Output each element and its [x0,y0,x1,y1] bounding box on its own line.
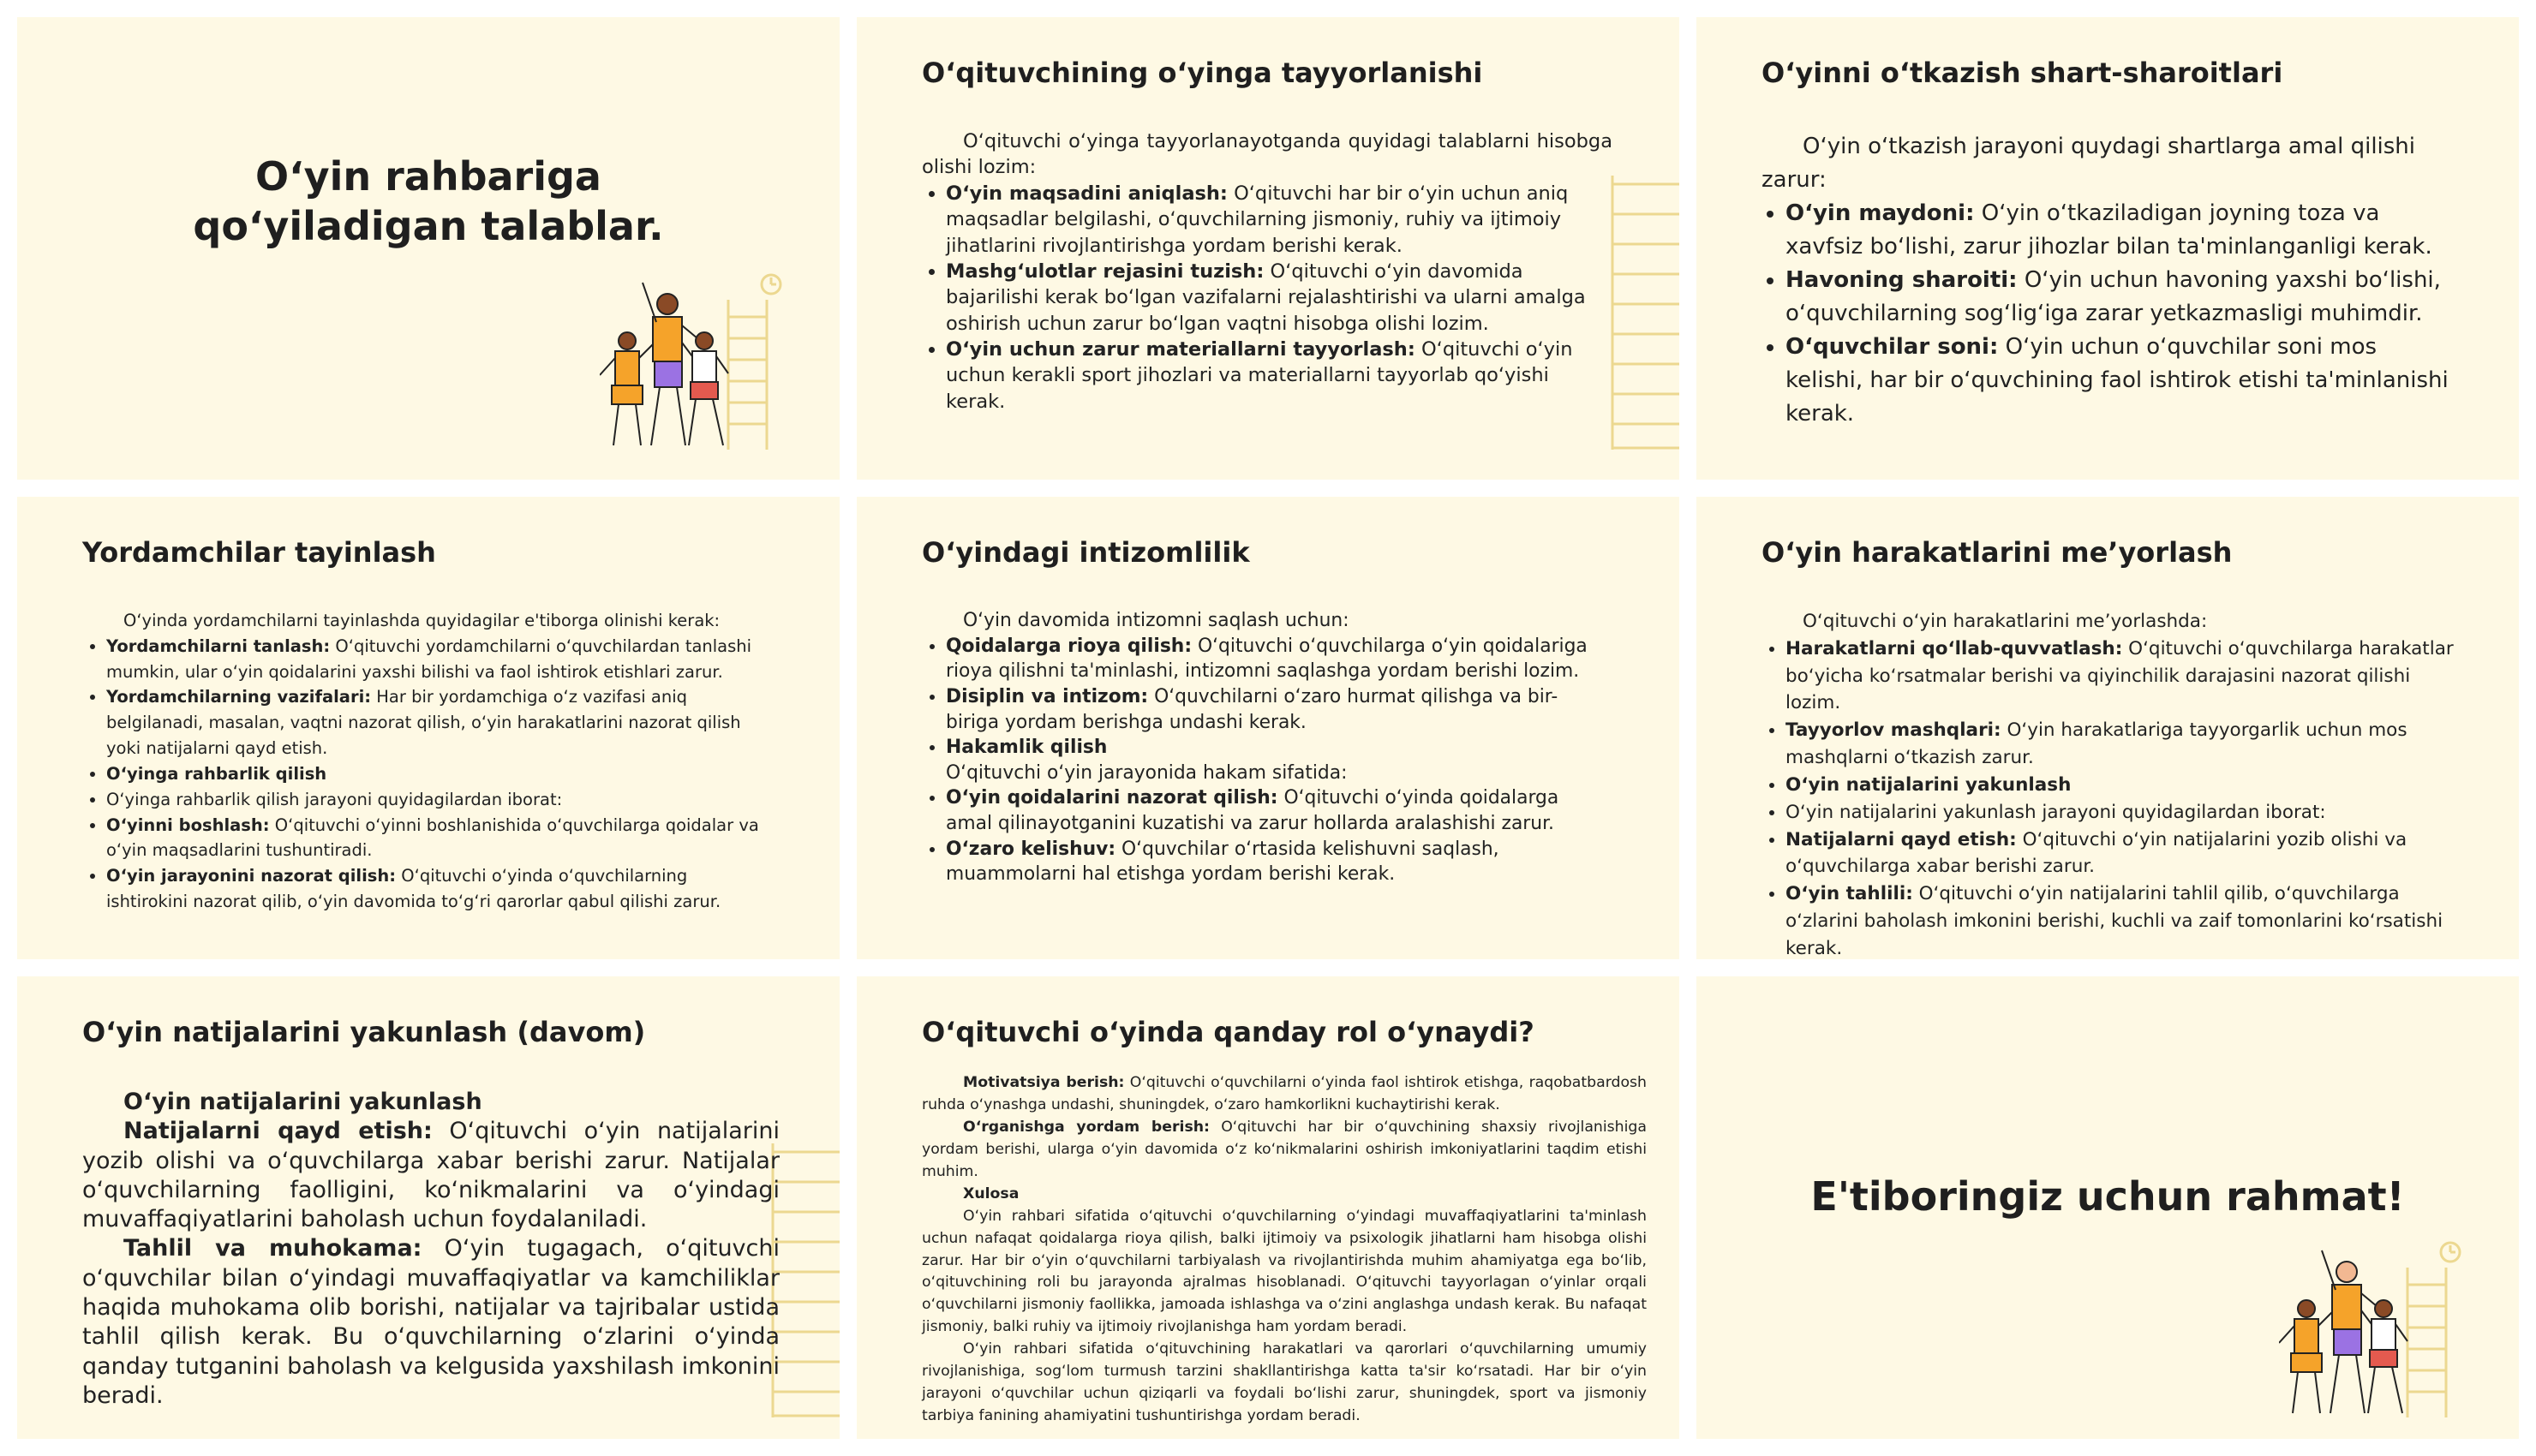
slide-title [17,17,840,480]
paragraph: Motivatsiya berish: O‘qituvchi o‘quvchilarni o‘yinda faol ishtirok etishga, raqobatbardosh ruhda o‘ynashga undashi, shuningdek, o‘zaro hamkorlikni kuchaytirishi kerak. [922,1074,1648,1113]
ladder-decoration [1611,176,1679,453]
slide-assistants [17,497,840,959]
list-item: • O‘zaro kelishuv: O‘quvchilar o‘rtasida kelishuvni saqlash, muammolarni hal etishga yordam berishi kerak. [946,837,1602,887]
exercising-people-illustration [600,266,805,457]
list-item: • O‘yin tahlili: O‘qituvchi o‘yin natijalarini tahlil qilib, o‘quvchilarga o‘zlarini baholash imkonini berishi, kuchli va zaif tomonlarini ko‘rsatishi kerak. [1785,880,2459,959]
slide-teacher-role [857,976,1679,1439]
slide-results [17,976,840,1439]
slide-heading: O‘yin natijalarini yakunlash (davom) [82,1016,646,1048]
paragraph: Tahlil va muhokama: O‘yin tugagach, o‘qituvchi o‘quvchilar bilan o‘yindagi muvaffaqiyatlar va kamchiliklar haqida muhokama olib borishi, natijalar va tajribalar ustida tahlil qilish kerak. Bu o‘quvchilarning o‘zlarini o‘yinda qanday tutganini baholash va kelgusida yaxshilash imkonini beradi. [82,1235,780,1409]
intro-text: O‘yinda yordamchilarni tayinlashda quyidagilar e'tiborga olinishi kerak: [123,611,721,630]
slide-title-heading: O‘yin rahbariga qo‘yiladigan talablar. [193,153,664,249]
list-item: • O‘yinga rahbarlik qilish [106,761,763,787]
list-item: • O‘yin maydoni: O‘yin o‘tkaziladigan joyning toza va xavfsiz bo‘lishi, zarur jihozlar bilan ta'minlanganligi kerak. [1785,197,2459,264]
slide-body [82,608,763,915]
slide-discipline [857,497,1679,959]
list-item: • O‘yin uchun zarur materiallarni tayyorlash: O‘qituvchi o‘yin uchun kerakli sport jihozlari va materiallarni tayyorlab qo‘yishi kerak. [946,337,1612,415]
exercising-people-illustration [2279,1233,2485,1425]
slide-heading: O‘qituvchining o‘yinga tayyorlanishi [922,57,1483,89]
list-item: • O‘yin natijalarini yakunlash jarayoni quyidagilardan iborat: [1785,799,2459,826]
list-item: • Yordamchilarni tanlash: O‘qituvchi yordamchilarni o‘quvchilardan tanlashi mumkin, ular o‘yin qoidalarini yaxshi bilishi va faol ishtirok etishlari zarur. [106,634,763,685]
slide-heading: O‘qituvchi o‘yinda qanday rol o‘ynaydi? [922,1016,1534,1048]
slide-heading: O‘yindagi intizomlilik [922,536,1250,569]
list-item: • Disiplin va intizom: O‘quvchilarni o‘zaro hurmat qilishga va bir-biriga yordam berishga undashi kerak. [946,684,1602,735]
paragraph: O‘rganishga yordam berish: O‘qituvchi har bir o‘quvchining shaxsiy rivojlanishiga yordam berishi, ularga o‘yin davomida o‘z ko‘nikmalarini oshirish imkoniyatlarini taqdim etishi muhim. [922,1118,1647,1180]
paragraph: Xulosa [963,1184,1020,1202]
slide-body [922,608,1602,887]
slide-body [922,128,1612,415]
thanks-heading: E'tiboringiz uchun rahmat! [1810,1173,2405,1220]
slide-heading: Yordamchilar tayinlash [82,536,436,569]
slide-heading: O‘yinni o‘tkazish shart-sharoitlari [1761,57,2283,89]
intro-text: O‘qituvchi o‘yin harakatlarini me’yorlashda: [1803,611,2208,632]
slide-heading: O‘yin harakatlarini me’yorlash [1761,536,2233,569]
subheading: O‘yin natijalarini yakunlash [123,1089,482,1115]
list-item: • Tayyorlov mashqlari: O‘yin harakatlariga tayyorgarlik uchun mos mashqlarni o‘tkazish zarur. [1785,717,2459,772]
paragraph: O‘yin rahbari sifatida o‘qituvchining harakatlari va qarorlari o‘quvchilarning umumiy rivojlanishiga, sog‘lom turmush tarzini shakllantirishga katta ta'sir ko‘rsatadi. Har bir o‘yin jarayoni o‘quvchilar uchun qiziqarli va foydali bo‘lishi zarur, shuningdek, sport va jismoniy tarbiya fanining ahamiyatini tushuntirishga yordam beradi. [922,1340,1647,1425]
slide-body [1761,130,2459,431]
list-item: O‘qituvchi o‘yin jarayonida hakam sifatida: [946,761,1348,784]
slide-conditions [1696,17,2519,480]
list-item: • Qoidalarga rioya qilish: O‘qituvchi o‘quvchilarga o‘yin qoidalariga rioya qilishni ta'minlashi, intizomni saqlashga yordam berishi lozim. [946,634,1602,684]
list-item: • O‘yinga rahbarlik qilish jarayoni quyidagilardan iborat: [106,787,763,813]
list-item: • Harakatlarni qo‘llab-quvvatlash: O‘qituvchi o‘quvchilarga harakatlar bo‘yicha ko‘rsatmalar berishi va qiyinchilik darajasini nazorat qilishi lozim. [1785,636,2459,717]
list-item: • O‘yin maqsadini aniqlash: O‘qituvchi har bir o‘yin uchun aniq maqsadlar belgilashi, o‘quvchilarning jismoniy, ruhiy va ijtimoiy jihatlarini rivojlantirishga yordam berishi kerak. [946,181,1612,259]
paragraph: Natijalarni qayd etish: O‘qituvchi o‘yin natijalarini yozib olishi va o‘quvchilarga xabar berishi zarur. Natijalar o‘quvchilarning faolligini, ko‘nikmalarini va o‘yindagi muvaffaqiyatlarini baholash uchun foydalaniladi. [82,1118,780,1233]
list-item: • O‘yin qoidalarini nazorat qilish: O‘qituvchi o‘yinda qoidalarga amal qilinayotganini kuzatishi va zarur hollarda aralashishi zarur. [946,785,1602,836]
slide-dosing [1696,497,2519,959]
ladder-decoration [771,1143,840,1421]
list-item: • Mashg‘ulotlar rejasini tuzish: O‘qituvchi o‘yin davomida bajarilishi kerak bo‘lgan vazifalarni rejalashtirishi va ularni amalga oshirish uchun zarur bo‘lgan vaqtni hisobga olishi lozim. [946,259,1612,337]
list-item: • O‘yin natijalarini yakunlash [1785,772,2459,799]
intro-text: O‘qituvchi o‘yinga tayyorlanayotganda quyidagi talablarni hisobga olishi lozim: [922,130,1612,179]
list-item: • O‘yin jarayonini nazorat qilish: O‘qituvchi o‘yinda o‘quvchilarning ishtirokini nazorat qilib, o‘yin davomida to‘g‘ri qarorlar qabul qilishi zarur. [106,863,763,915]
list-item: • Hakamlik qilish [946,735,1602,761]
intro-text: O‘yin o‘tkazish jarayoni quydagi shartlarga amal qilishi zarur: [1761,134,2416,193]
slide-body [1761,608,2459,959]
paragraph: O‘yin rahbari sifatida o‘qituvchi o‘quvchilarning o‘yindagi muvaffaqiyatlarini ta'minlash uchun nafaqat qoidalarga rioya qilish, balki ijtimoiy va psixologik jihatlarni ham hisobga olishi zarur. Har bir o‘yin o‘quvchilarni tarbiyalash va rivojlantirishda muhim ahamiyatga ega bo‘lib, o‘qituvchining roli bu jarayonda ajralmas hisoblanadi. O‘qituvchi tayyorlagan o‘yinlar orqali o‘quvchilarni jismoniy faollikka, jamoada ishlashga va o‘zini anglashga undash kerak. Bu nafaqat jismoniy, balki ruhiy va ijtimoiy rivojlanishga ham yordam beradi. [922,1207,1647,1336]
list-item: • O‘yinni boshlash: O‘qituvchi o‘yinni boshlanishida o‘quvchilarga qoidalar va o‘yin maqsadlarini tushuntiradi. [106,813,763,864]
slide-thanks [1696,976,2519,1439]
intro-text: O‘yin davomida intizomni saqlash uchun: [963,610,1349,631]
slide-body [82,1088,780,1411]
slide-body [922,1072,1647,1428]
list-item: • Natijalarni qayd etish: O‘qituvchi o‘yin natijalarini yozib olishi va o‘quvchilarga xabar berishi zarur. [1785,826,2459,881]
list-item: • Yordamchilarning vazifalari: Har bir yordamchiga o‘z vazifasi aniq belgilanadi, masalan, vaqtni nazorat qilish, o‘yin harakatlarini nazorat qilish yoki natijalarni qayd etish. [106,684,763,761]
slide-teacher-preparation [857,17,1679,480]
list-item: • O‘quvchilar soni: O‘yin uchun o‘quvchilar soni mos kelishi, har bir o‘quvchining faol ishtirok etishi ta'minlanishi kerak. [1785,331,2459,431]
list-item: • Havoning sharoiti: O‘yin uchun havoning yaxshi bo‘lishi, o‘quvchilarning sog‘lig‘iga zarar yetkazmasligi muhimdir. [1785,264,2459,331]
